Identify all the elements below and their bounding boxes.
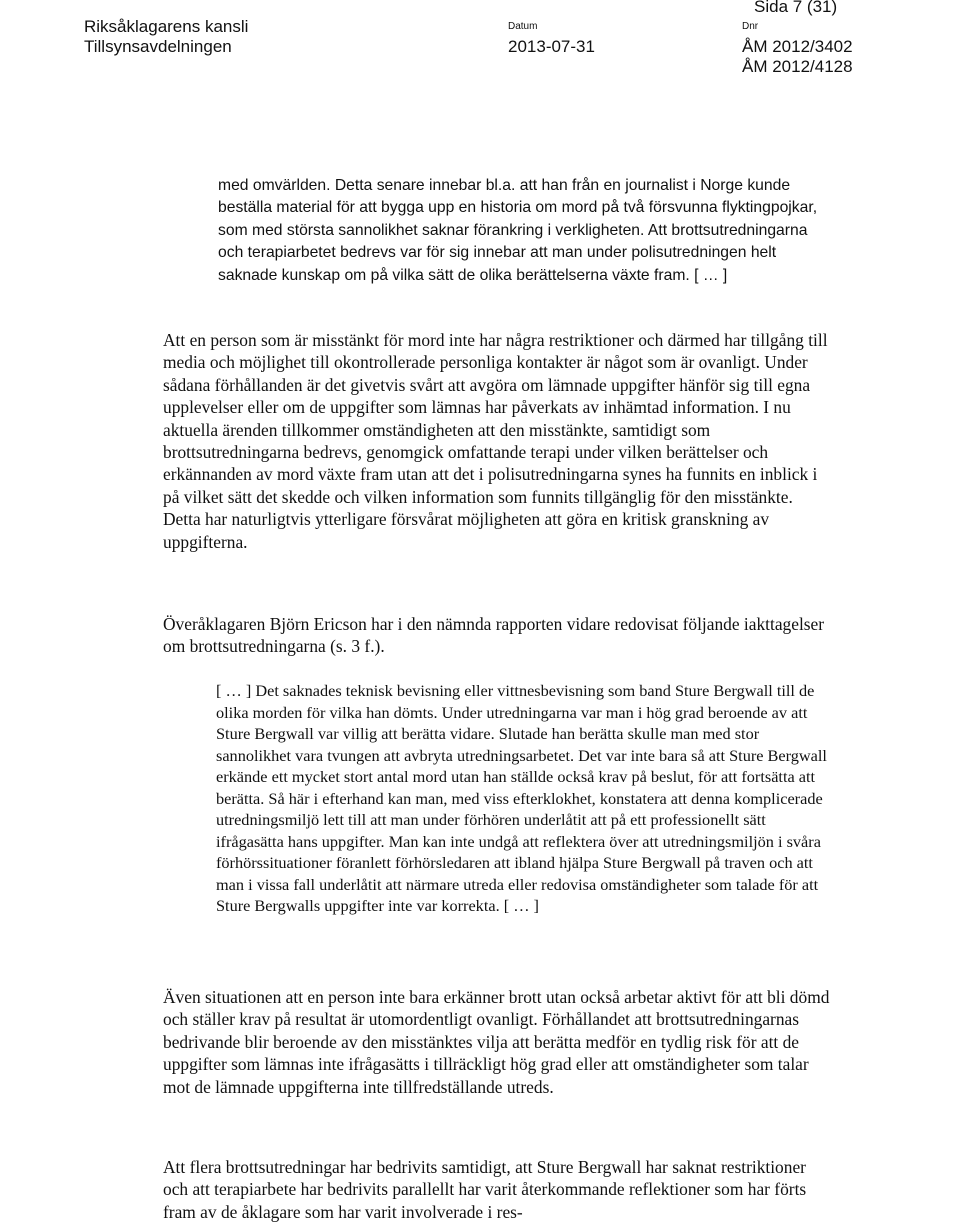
paragraph-4-text: Att flera brottsutredningar har bedrivits samtidigt, att Sture Bergwall har saknat restriktioner och att terapiarbete har bedrivits parallellt har varit återkommande reflektioner som har förts fram av de åklagare som har varit involverade i res- bbox=[163, 1157, 807, 1222]
paragraph-3-text: Även situationen att en person inte bara erkänner brott utan också arbetar aktivt för att bli dömd och ställer krav på resultat är utomordentligt ovanligt. Förhållandet att brottsutredningarnas bedrivande blir beroende av den misstänktes vilja att berätta medför en tydlig risk för att de uppgifter som lämnas inte ifrågasätts i tillräckligt hög grad eller att omständigheter som talar mot de lämnade uppgifterna inte tillfredställande utreds. bbox=[163, 987, 830, 1097]
paragraph-1 bbox=[163, 329, 833, 553]
reference-label: Dnr bbox=[742, 21, 759, 32]
date-label: Datum bbox=[508, 21, 538, 32]
block-quote-top-text: med omvärlden. Detta senare innebar bl.a. att han från en journalist i Norge kunde beställa material för att bygga upp en historia om mord på två försvunna flyktingpojkar, som med största sannolikhet saknar förankring i verkligheten. Att brottsutredningarna och terapiarbetet bedrevs var för sig innebar att man under polisutredningen helt saknade kunskap om på vilka sätt de olika berättelserna växte fram. [ … ] bbox=[218, 177, 818, 284]
document-header bbox=[0, 0, 960, 80]
block-quote-middle bbox=[216, 680, 830, 917]
date-value: 2013-07-31 bbox=[508, 37, 595, 56]
organization-name: Riksåklagarens kansli bbox=[84, 17, 249, 36]
paragraph-2-text: Överåklagaren Björn Ericson har i den nämnda rapporten vidare redovisat följande iakttagelser om brottsutredningarna (s. 3 f.). bbox=[163, 614, 825, 657]
department-name: Tillsynsavdelningen bbox=[84, 37, 232, 56]
paragraph-3 bbox=[163, 986, 833, 1098]
page-number: Sida 7 (31) bbox=[754, 0, 838, 16]
block-quote-middle-text: [ … ] Det saknades teknisk bevisning eller vittnesbevisning som band Sture Bergwall till de olika morden för vilka han dömts. Under utredningarna var man i hög grad beroende av att Sture Bergwall var villig att berätta vidare. Slutade han berätta skulle man med stor sannolikhet vara tvungen att avbryta utredningsarbetet. Det var inte bara så att Sture Bergwall erkände ett mycket stort antal mord utan han ställde också krav på beslut, för att fortsätta att berätta. Så här i efterhand kan man, med viss efterklokhet, konstatera att denna komplicerade utredningsmiljö lett till att man under förhören underlåtit att på ett professionellt sätt ifrågasätta hans uppgifter. Man kan inte undgå att reflektera över att utredningsmiljön i svåra förhörssituationer föranlett förhörsledaren att ibland hjälpa Sture Bergwall på traven och att man i vissa fall underlåtit att närmare utreda eller redovisa omständigheter som talade för att Sture Bergwalls uppgifter inte var korrekta. [ … ] bbox=[216, 681, 827, 915]
reference-number-2: ÅM 2012/4128 bbox=[742, 57, 853, 76]
paragraph-1-text: Att en person som är misstänkt för mord inte har några restriktioner och därmed har tillgång till media och möjlighet till okontrollerade personliga kontakter är något som är ovanligt. Under sådana förhållanden är det givetvis svårt att avgöra om lämnade uppgifter hänför sig till egna upplevelser eller om de uppgifter som lämnas har påverkats av inhämtad information. I nu aktuella ärenden tillkommer omständigheten att den misstänkte, samtidigt som brottsutredningarna bedrevs, genomgick omfattande terapi under vilken berättelser och erkännanden av mord växte fram utan att det i polisutredningarna synes ha funnits en inblick i på vilket sätt det skedde och vilken information som funnits tillgänglig för den misstänkte. Detta har naturligtvis ytterligare försvårat möjligheten att göra en kritisk granskning av uppgifterna. bbox=[163, 330, 828, 552]
paragraph-4 bbox=[163, 1156, 833, 1223]
paragraph-2 bbox=[163, 613, 833, 658]
block-quote-top bbox=[218, 175, 830, 287]
reference-number-1: ÅM 2012/3402 bbox=[742, 37, 853, 56]
